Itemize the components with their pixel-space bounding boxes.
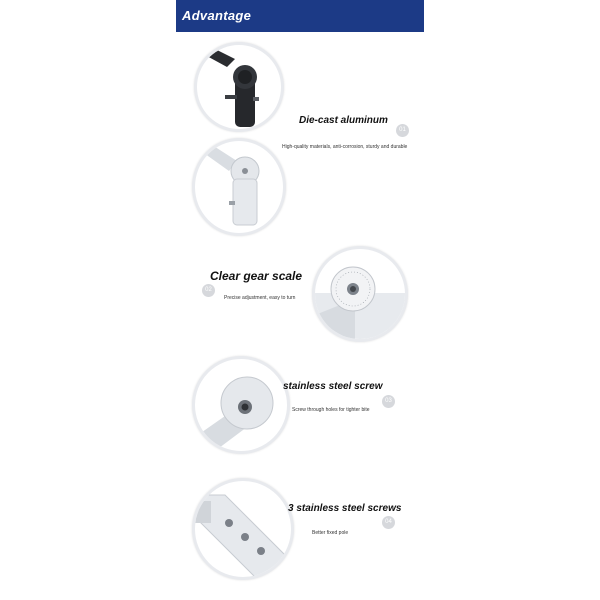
feature-01-description: High-quality materials, anti-corrosion, sturdy and durable <box>282 144 408 150</box>
feature-03-number: 03 <box>382 395 395 408</box>
feature-03-description: Screw through holes for tighter bite <box>292 407 370 413</box>
three-screws-photo <box>192 478 294 580</box>
feature-01-number: 01 <box>396 124 409 137</box>
steel-screw-photo <box>192 356 290 454</box>
banner-title: Advantage <box>182 8 252 23</box>
advantage-banner <box>176 0 424 32</box>
black-bracket-photo <box>194 42 284 132</box>
feature-03-title: stainless steel screw <box>283 381 383 392</box>
white-bracket-photo <box>192 138 286 236</box>
gear-scale-photo <box>312 246 408 342</box>
advantage-panel <box>176 0 424 600</box>
feature-01-title: Die-cast aluminum <box>299 115 388 126</box>
feature-04-number: 04 <box>382 516 395 529</box>
feature-04-title: 3 stainless steel screws <box>288 503 402 514</box>
feature-02-title: Clear gear scale <box>210 269 303 283</box>
feature-04-description: Better fixed pole <box>312 530 349 536</box>
feature-02-number: 02 <box>202 284 215 297</box>
feature-02-description: Precise adjustment, easy to turn <box>224 295 296 301</box>
